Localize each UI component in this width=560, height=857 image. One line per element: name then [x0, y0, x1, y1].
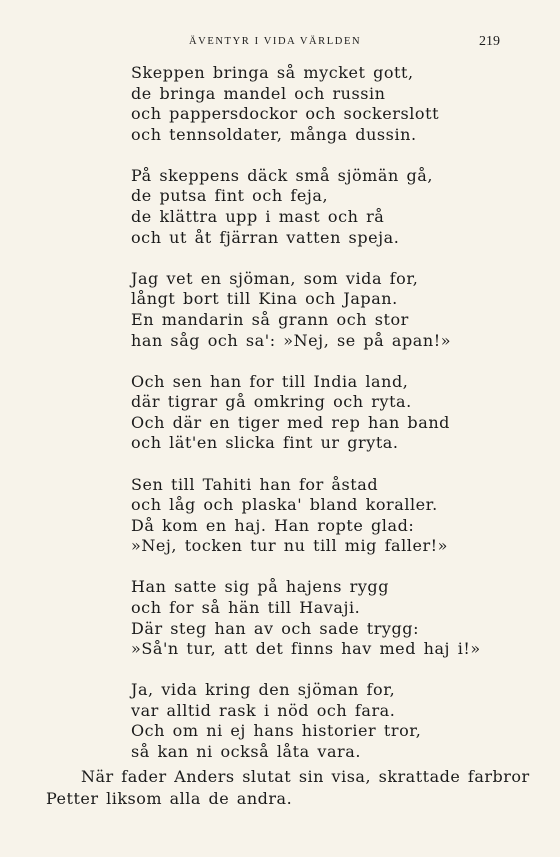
poem-line: Skeppen bringa så mycket gott, [131, 63, 414, 82]
poem-line: och pappersdockor och sockerslott [131, 104, 440, 124]
prose-line: Petter liksom alla de andra. [46, 788, 293, 808]
stanza-6 [131, 577, 531, 659]
poem-line: »Så'n tur, att det finns hav med haj i!» [131, 639, 481, 659]
poem-line: Ja, vida kring den sjöman for, [131, 680, 396, 700]
poem-line: Och om ni ej hans historier tror, [131, 721, 422, 741]
poem-line: och for så hän till Havaji. [131, 597, 361, 617]
poem-line: Och där en tiger med rep han band [131, 412, 450, 432]
poem-line: och tennsoldater, många dussin. [131, 124, 417, 144]
poem-line: och ut åt fjärran vatten speja. [131, 227, 400, 247]
prose-paragraph [46, 766, 530, 809]
poem-line: var alltid rask i nöd och fara. [131, 700, 396, 720]
poem-line: Sen till Tahiti han for åstad [131, 474, 379, 494]
poem-line: »Nej, tocken tur nu till mig faller!» [131, 536, 448, 556]
poem-line: Där steg han av och sade trygg: [131, 618, 420, 638]
running-title: ÄVENTYR I VIDA VÄRLDEN [189, 36, 362, 47]
poem-line: de putsa fint och feja, [131, 186, 329, 206]
poem-line: Jag vet en sjöman, som vida for, [131, 268, 419, 288]
stanza-5 [131, 475, 531, 557]
poem-line: Och sen han for till India land, [131, 371, 409, 391]
poem-line: Då kom en haj. Han ropte glad: [131, 515, 415, 535]
page-number: 219 [479, 34, 500, 49]
prose-line: När fader Anders slutat sin visa, skrattade farbror [81, 767, 530, 786]
poem-line: Han satte sig på hajens rygg [131, 577, 390, 597]
poem-line: han såg och sa': »Nej, se på apan!» [131, 330, 452, 350]
poem-line: En mandarin så grann och stor [131, 309, 409, 329]
stanza-4 [131, 372, 531, 454]
poem-line: så kan ni också låta vara. [131, 742, 361, 762]
poem [131, 63, 531, 783]
poem-line: de bringa mandel och russin [131, 83, 386, 103]
poem-line: de klättra upp i mast och rå [131, 207, 385, 227]
stanza-2 [131, 166, 531, 248]
poem-line: där tigrar gå omkring och ryta. [131, 392, 412, 412]
stanza-3 [131, 269, 531, 351]
poem-line: och låg och plaska' bland koraller. [131, 495, 438, 515]
stanza-1 [131, 63, 531, 145]
poem-line: På skeppens däck små sjömän gå, [131, 165, 433, 185]
poem-line: långt bort till Kina och Japan. [131, 289, 398, 309]
poem-line: och lät'en slicka fint ur gryta. [131, 433, 399, 453]
stanza-7 [131, 680, 531, 762]
